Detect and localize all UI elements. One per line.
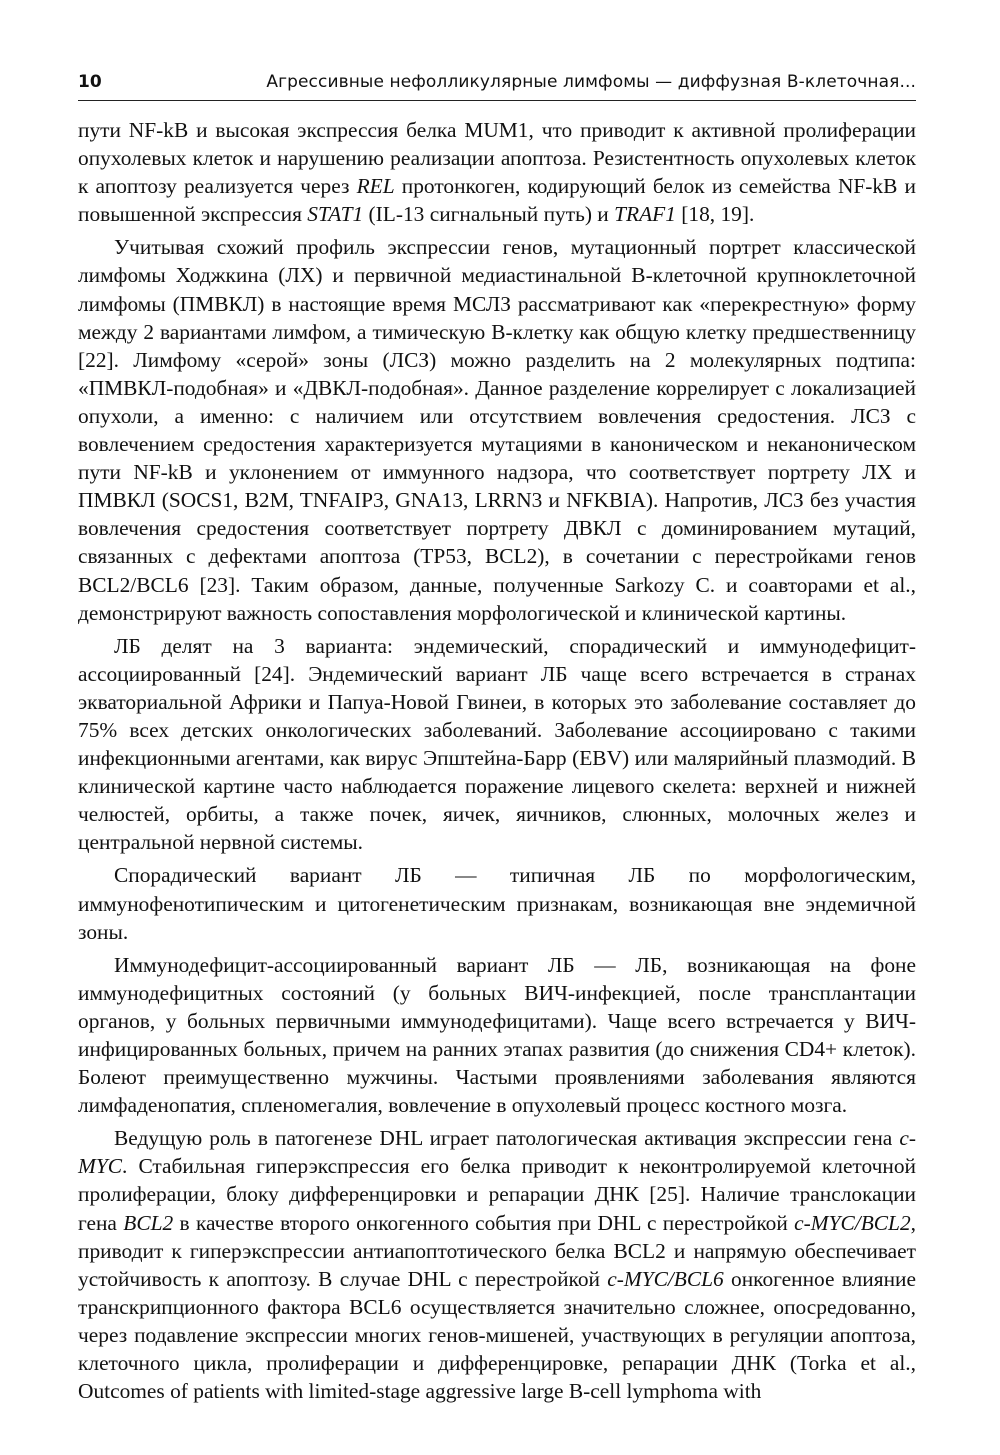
text-run: Ведущую роль в патогенезе DHL играет патологическая активация экспрессии гена bbox=[114, 1126, 900, 1151]
text-run: пути NF-kB и высокая экспрессия белка MUM1, что приводит к активной пролиферации опухолевых клеток и нарушению реализации апоптоза. Резистентность опухолевых клеток к апоптозу реализуется через bbox=[78, 118, 916, 199]
text-run: , приводит к гиперэкспрессии антиапоптотического белка BCL2 и напрямую обеспечивает устойчивость к апоптозу. В случае DHL с перестройкой bbox=[78, 1210, 916, 1291]
gene-name: REL bbox=[356, 174, 395, 199]
body-text bbox=[78, 116, 916, 1405]
paragraph-6 bbox=[78, 1124, 916, 1405]
text-run: протонкоген, кодирующий белок из семейства NF-kB и повышенной экспрессия bbox=[78, 174, 916, 227]
paragraph-3: ЛБ делят на 3 варианта: эндемический, спорадический и иммунодефицит-ассоциированный [24]. Эндемический вариант ЛБ чаще всего встречается в странах экваториальной Африки и Папуа-Новой Гвинеи, в которых это заболевание составляет до 75% всех детских онкологических заболеваний. Заболевание ассоциировано с такими инфекционными агентами, как вирус Эпштейна-Барр (EBV) или малярийный плазмодий. В клинической картине часто наблюдается поражение лицевого скелета: верхней и нижней челюстей, орбиты, а также почек, яичек, яичников, слюнных, молочных желез и центральной нервной системы. bbox=[78, 633, 916, 855]
text-run: в качестве второго онкогенного события при DHL с перестройкой bbox=[173, 1210, 795, 1235]
gene-name: c-MYC bbox=[78, 1126, 916, 1179]
paragraph-1 bbox=[78, 116, 916, 228]
text-run: . Стабильная гиперэкспрессия его белка приводит к неконтролируемой клеточной пролиферации, блоку дифференцировки и репарации ДНК [25]. Наличие транслокации гена bbox=[78, 1154, 916, 1235]
text-run: [18, 19]. bbox=[675, 202, 755, 227]
gene-name: BCL2 bbox=[123, 1210, 174, 1235]
running-title: Агрессивные нефолликулярные лимфомы — диффузная В-клеточная... bbox=[266, 72, 916, 92]
gene-name: c-MYC/BCL6 bbox=[607, 1266, 724, 1291]
gene-name: c-MYC/BCL2 bbox=[794, 1210, 911, 1235]
paragraph-2: Учитывая схожий профиль экспрессии генов, мутационный портрет классической лимфомы Ходжкина (ЛХ) и первичной медиастинальной В-клеточной крупноклеточной лимфомы (ПМВКЛ) в настоящие время МСЛЗ рассматривают как «перекрестную» форму между 2 вариантами лимфом, а тимическую В-клетку как общую клетку предшественницу [22]. Лимфому «серой» зоны (ЛСЗ) можно разделить на 2 молекулярных подтипа: «ПМВКЛ-подобная» и «ДВКЛ-подобная». Данное разделение коррелирует с локализацией опухоли, а именно: с наличием или отсутствием вовлечения средостения. ЛСЗ с вовлечением средостения характеризуется мутациями в каноническом и неканоническом пути NF-kB и уклонением от иммунного надзора, что соответствует портрету ЛХ и ПМВКЛ (SOCS1, B2M, TNFAIP3, GNA13, LRRN3 и NFKBIA). Напротив, ЛСЗ без участия вовлечения средостения соответствует портрету ДВКЛ с доминированием мутаций, связанных с дефектами апоптоза (TP53, BCL2), в сочетании с перестройками генов BCL2/BCL6 [23]. Таким образом, данные, полученные Sarkozy C. и соавторами et al., демонстрируют важность сопоставления морфологической и клинической картины. bbox=[78, 235, 916, 625]
gene-name: TRAF1 bbox=[614, 202, 676, 227]
paragraph-5: Иммунодефицит-ассоциированный вариант ЛБ — ЛБ, возникающая на фоне иммунодефицитных состояний (у больных ВИЧ-инфекцией, после трансплантации органов, у больных первичными иммунодефицитами). Чаще всего встречается у ВИЧ-инфицированных больных, причем на ранних этапах развития (до снижения CD4+ клеток). Болеют преимущественно мужчины. Частыми проявлениями заболевания являются лимфаденопатия, спленомегалия, вовлечение в опухолевый процесс костного мозга. bbox=[78, 952, 916, 1118]
text-run: онкогенное влияние транскрипционного фактора BCL6 осуществляется значительно сложнее, опосредованно, через подавление экспрессии многих генов-мишеней, участвующих в регуляции апоптоза, клеточного цикла, пролиферации и дифференцировке, репарации ДНК (Torka et al., Outcomes of patients with limited-stage aggressive large B-cell lymphoma with bbox=[78, 1266, 916, 1404]
running-head bbox=[78, 66, 916, 101]
paragraph-4: Спорадический вариант ЛБ — типичная ЛБ по морфологическим, иммунофенотипическим и цитогенетическим признакам, возникающая вне эндемичной зоны. bbox=[78, 863, 916, 944]
text-run: (IL-13 сигнальный путь) и bbox=[363, 202, 615, 227]
page-number: 10 bbox=[78, 72, 102, 92]
gene-name: STAT1 bbox=[307, 202, 364, 227]
